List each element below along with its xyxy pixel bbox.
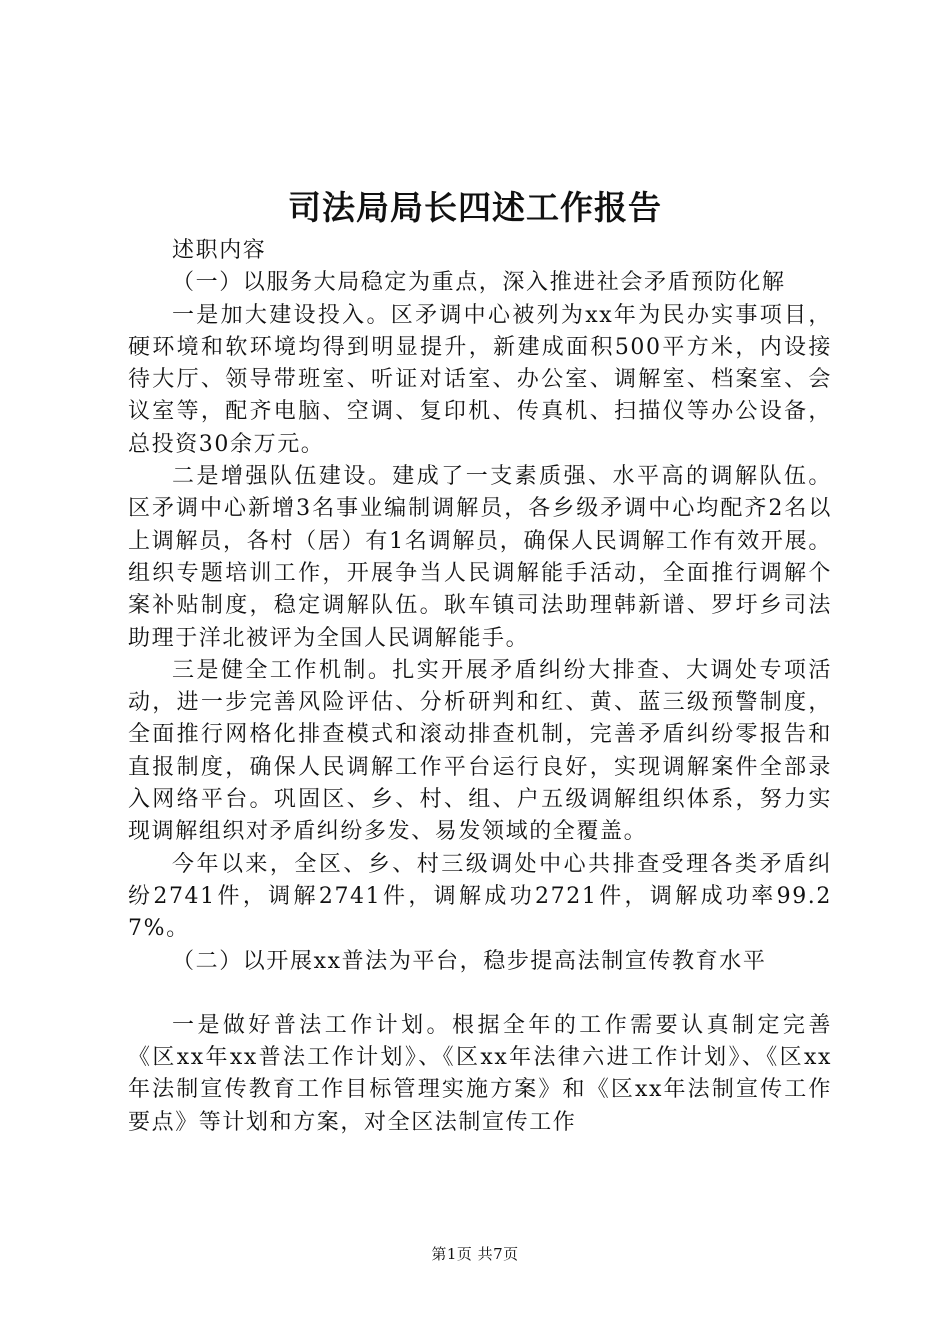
paragraph-legal-education-plan: 一是做好普法工作计划。根据全年的工作需要认真制定完善《区xx年xx普法工作计划》、《区xx年法律六进工作计划》、《区xx年法制宣传教育工作目标管理实施方案》和《区xx年法制宣传工作要点》等计划和方案，对全区法制宣传工作 [128,1012,832,1135]
page-number-footer: 第1页 共7页 [431,1245,519,1263]
document-body [128,235,832,1139]
paragraph-section-heading: 述职内容 [172,238,267,263]
paragraph-team-building: 二是增强队伍建设。建成了一支素质强、水平高的调解队伍。区矛调中心新增3名事业编制调解员，各乡级矛调中心均配齐2名以上调解员，各村（居）有1名调解员，确保人民调解工作有效开展。组织专题培训工作，开展争当人民调解能手活动，全面推行调解个案补贴制度，稳定调解队伍。耿车镇司法助理韩新谱、罗圩乡司法助理于洋北被评为全国人民调解能手。 [128,464,832,651]
paragraph-subsection-one: （一）以服务大局稳定为重点，深入推进社会矛盾预防化解 [172,270,786,296]
paragraph-dispute-statistics: 今年以来，全区、乡、村三级调处中心共排查受理各类矛盾纠纷2741件，调解2741件，调解成功2721件，调解成功率99.27%。 [128,851,832,942]
paragraph-work-mechanism: 三是健全工作机制。扎实开展矛盾纠纷大排查、大调处专项活动，进一步完善风险评估、分析研判和红、黄、蓝三级预警制度，全面推行网格化排查模式和滚动排查机制，完善矛盾纠纷零报告和直报制度，确保人民调解工作平台运行良好，实现调解案件全部录入网络平台。巩固区、乡、村、组、户五级调解组织体系，努力实现调解组织对矛盾纠纷多发、易发领域的全覆盖。 [128,657,832,845]
document-title: 司法局局长四述工作报告 [288,188,662,227]
paragraph-subsection-two: （二）以开展xx普法为平台，稳步提高法制宣传教育水平 [172,948,767,974]
paragraph-construction-investment: 一是加大建设投入。区矛调中心被列为xx年为民办实事项目，硬环境和软环境均得到明显提升，新建成面积500平方米，内设接待大厅、领导带班室、听证对话室、办公室、调解室、档案室、会议室等，配齐电脑、空调、复印机、传真机、扫描仪等办公设备，总投资30余万元。 [128,302,832,457]
